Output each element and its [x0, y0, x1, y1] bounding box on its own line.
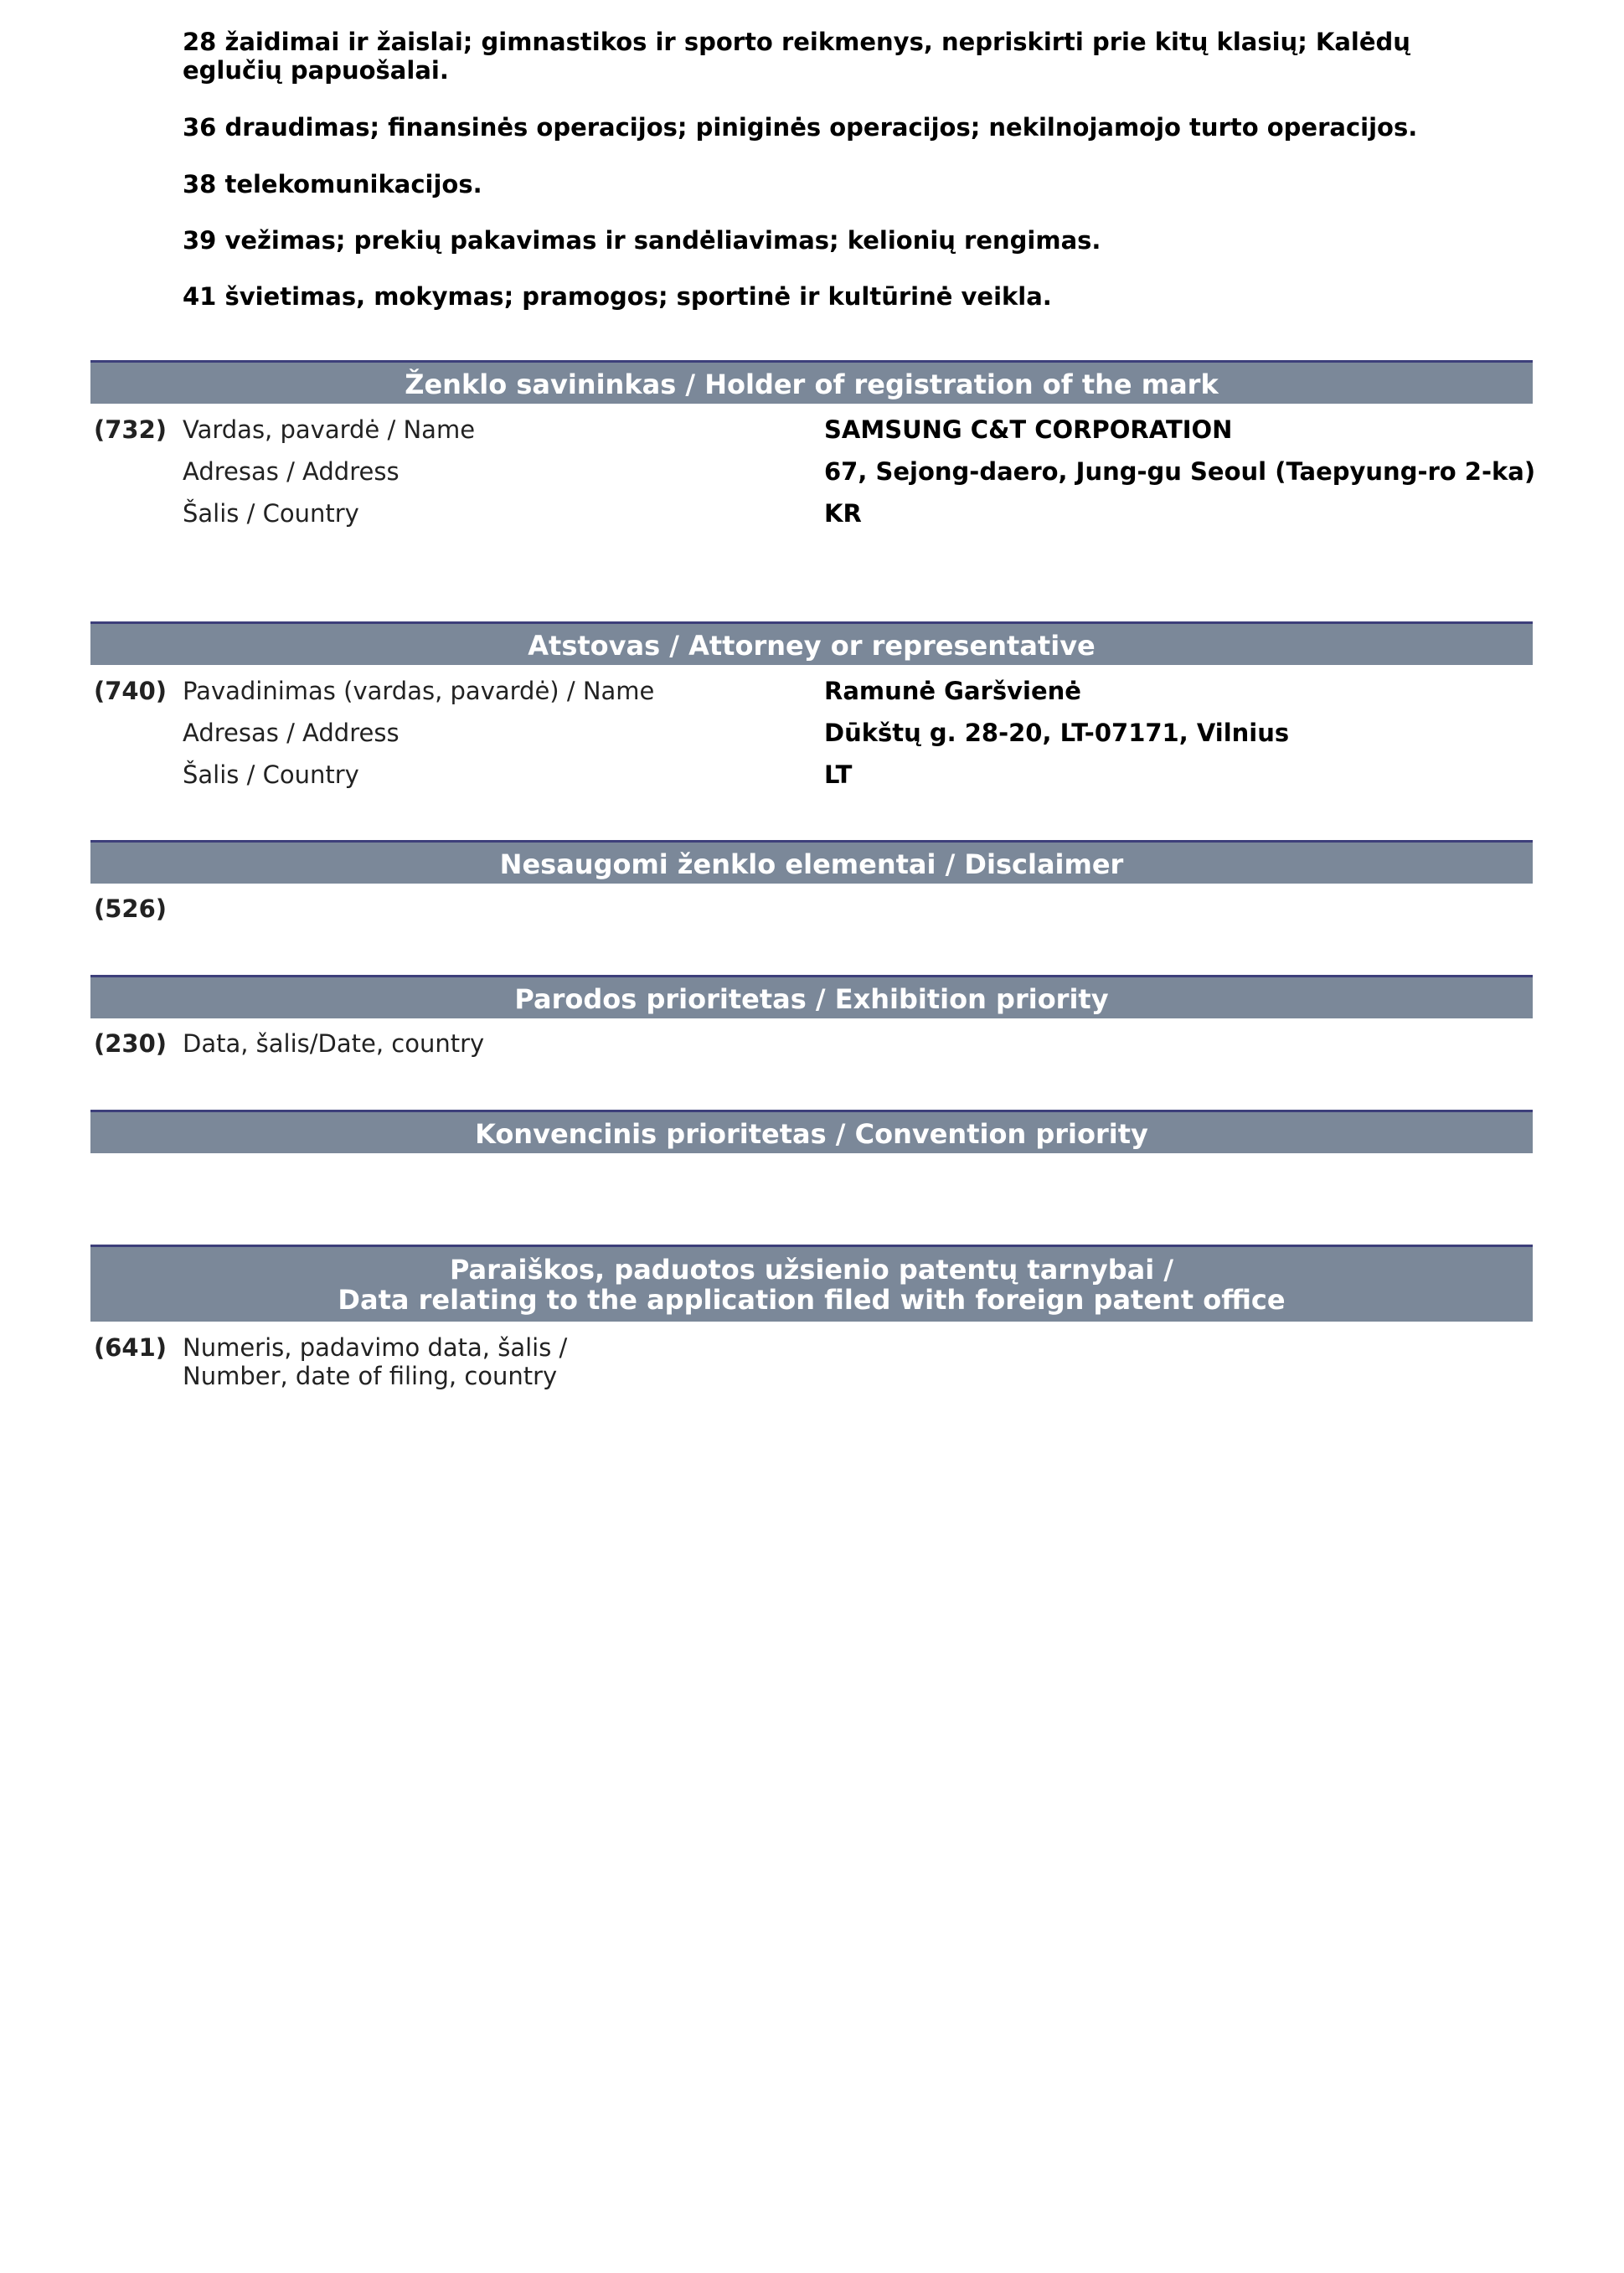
goods-class-36: 36 draudimas; finansinės operacijos; piniginės operacijos; nekilnojamojo turto operacijos.	[183, 113, 1418, 142]
goods-class-41: 41 švietimas, mokymas; pramogos; sportinė ir kultūrinė veikla.	[183, 282, 1052, 311]
holder-code: (732)	[94, 415, 168, 444]
disclaimer-section-header	[90, 840, 1533, 884]
convention-section-header	[90, 1110, 1533, 1153]
holder-address-value: 67, Sejong-daero, Jung-gu Seoul (Taepyung-ro 2-ka)	[824, 457, 1536, 486]
foreign-application-section-header	[90, 1245, 1533, 1322]
attorney-name-value: Ramunė Garšvienė	[824, 677, 1081, 705]
goods-class-28: 28 žaidimai ir žaislai; gimnastikos ir sporto reikmenys, nepriskirti prie kitų klasių; Kalėdų eglučių papuošalai.	[183, 28, 1410, 85]
exhibition-section-header	[90, 975, 1533, 1018]
convention-section-title: Konvencinis prioritetas / Convention priority	[475, 1118, 1148, 1150]
disclaimer-section-title: Nesaugomi ženklo elementai / Disclaimer	[499, 848, 1124, 880]
attorney-section-title: Atstovas / Attorney or representative	[528, 630, 1096, 662]
holder-name-value: SAMSUNG C&T CORPORATION	[824, 415, 1233, 444]
foreign-application-code: (641)	[94, 1333, 168, 1362]
holder-address-label: Adresas / Address	[183, 457, 400, 486]
foreign-application-title-line1: Paraiškos, paduotos užsienio patentų tarnybai /	[449, 1254, 1174, 1286]
attorney-address-value: Dūkštų g. 28-20, LT-07171, Vilnius	[824, 719, 1290, 747]
foreign-application-label-line2: Number, date of filing, country	[183, 1362, 558, 1390]
holder-country-label: Šalis / Country	[183, 499, 359, 528]
exhibition-section-title: Parodos prioritetas / Exhibition priority	[514, 983, 1109, 1015]
disclaimer-code: (526)	[94, 894, 168, 923]
attorney-address-label: Adresas / Address	[183, 719, 400, 747]
attorney-country-label: Šalis / Country	[183, 760, 359, 789]
holder-name-label: Vardas, pavardė / Name	[183, 415, 476, 444]
foreign-application-title-line2: Data relating to the application filed with foreign patent office	[338, 1284, 1286, 1316]
exhibition-code: (230)	[94, 1029, 168, 1058]
goods-class-38: 38 telekomunikacijos.	[183, 170, 482, 198]
holder-country-value: KR	[824, 499, 862, 528]
holder-section-header	[90, 360, 1533, 404]
attorney-name-label: Pavadinimas (vardas, pavardė) / Name	[183, 677, 655, 705]
goods-class-39: 39 vežimas; prekių pakavimas ir sandėliavimas; kelionių rengimas.	[183, 226, 1101, 255]
attorney-section-header	[90, 621, 1533, 665]
foreign-application-label-line1: Numeris, padavimo data, šalis /	[183, 1333, 568, 1362]
attorney-country-value: LT	[824, 760, 853, 789]
attorney-code: (740)	[94, 677, 168, 705]
holder-section-title: Ženklo savininkas / Holder of registration of the mark	[405, 369, 1219, 400]
exhibition-label: Data, šalis/Date, country	[183, 1029, 485, 1058]
